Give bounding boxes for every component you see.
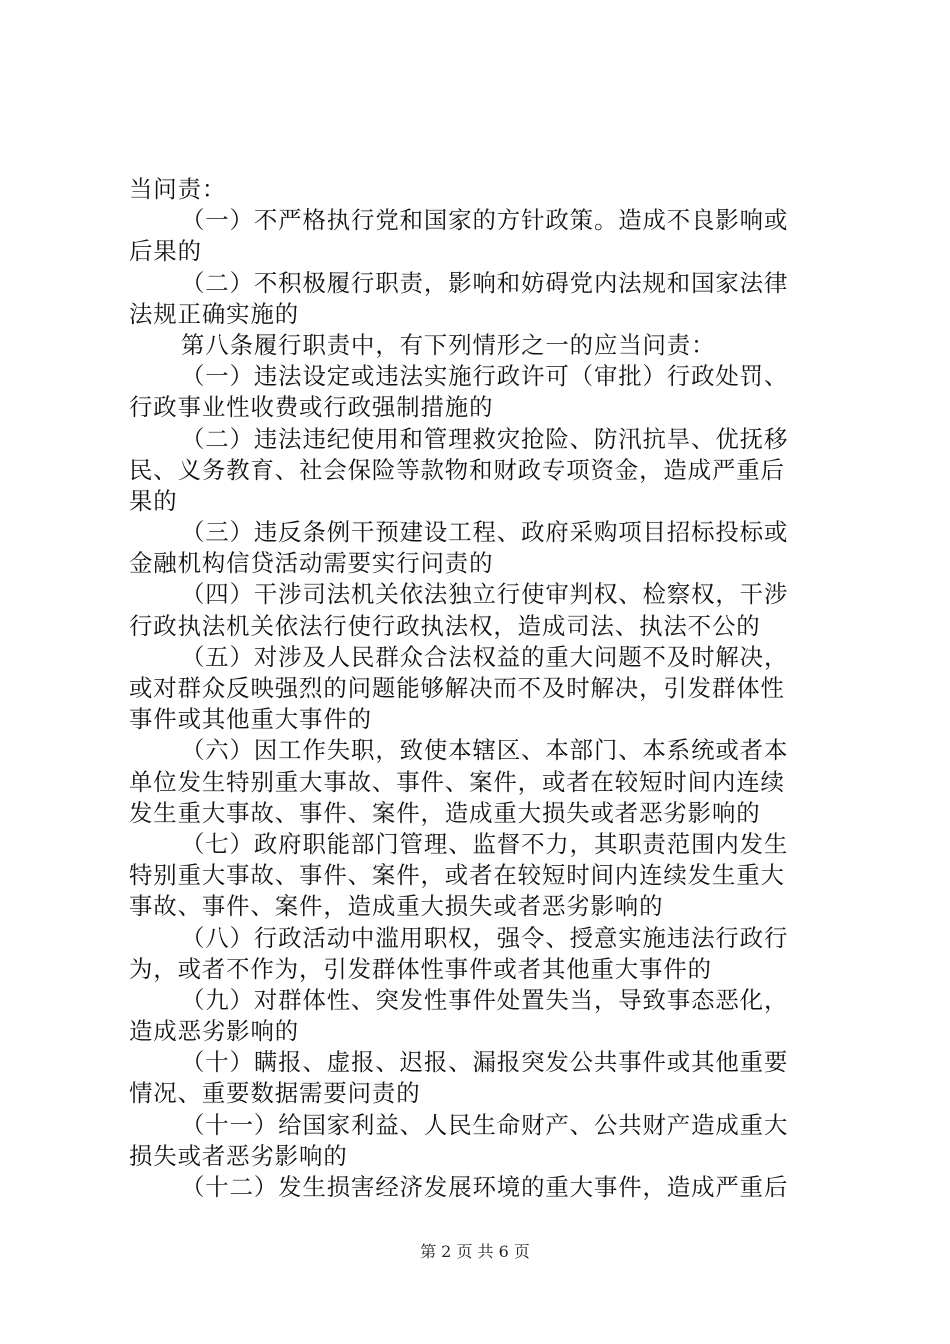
text-line: 后果的 [129, 237, 202, 266]
text-line: （四）干涉司法机关依法独立行使审判权、检察权，干涉 [181, 580, 789, 609]
text-line: （六）因工作失职，致使本辖区、本部门、本系统或者本 [181, 736, 789, 765]
text-line: 或对群众反映强烈的问题能够解决而不及时解决，引发群体性 [129, 674, 785, 702]
text-line: （十二）发生损害经济发展环境的重大事件，造成严重后 [181, 1173, 789, 1201]
text-line: 事故、事件、案件，造成重大损失或者恶劣影响的 [129, 892, 664, 921]
text-line: 特别重大事故、事件、案件，或者在较短时间内连续发生重大 [129, 861, 785, 890]
page-number-label: 第 2 页 共 6 页 [420, 1242, 530, 1261]
text-line: （五）对涉及人民群众合法权益的重大问题不及时解决， [181, 642, 789, 671]
text-line: （三）违反条例干预建设工程、政府采购项目招标投标或 [181, 518, 789, 547]
text-line: 事件或其他重大事件的 [129, 705, 372, 734]
text-line: （一）违法设定或违法实施行政许可（审批）行政处罚、 [181, 362, 789, 391]
text-line: （二）违法违纪使用和管理救灾抢险、防汛抗旱、优抚移 [181, 424, 789, 453]
page-footer [0, 1242, 950, 1262]
text-line: 情况、重要数据需要问责的 [129, 1079, 421, 1108]
text-line: 行政执法机关依法行使行政执法权，造成司法、执法不公的 [129, 611, 761, 640]
text-line: （九）对群体性、突发性事件处置失当，导致事态恶化， [181, 985, 789, 1014]
text-line: （十）瞒报、虚报、迟报、漏报突发公共事件或其他重要 [181, 1048, 789, 1077]
text-line: 损失或者恶劣影响的 [129, 1141, 348, 1170]
text-line: （十一）给国家利益、人民生命财产、公共财产造成重大 [181, 1110, 789, 1139]
text-line: （二）不积极履行职责，影响和妨碍党内法规和国家法律 [181, 268, 789, 297]
text-line: 果的 [129, 486, 178, 515]
text-line: 民、义务教育、社会保险等款物和财政专项资金，造成严重后 [129, 455, 785, 484]
document-body [129, 174, 833, 1203]
text-line: 当问责： [129, 175, 227, 203]
text-line: （八）行政活动中滥用职权，强令、授意实施违法行政行 [181, 923, 789, 952]
text-line: 金融机构信贷活动需要实行问责的 [129, 549, 494, 578]
text-line: 行政事业性收费或行政强制措施的 [129, 393, 494, 422]
text-line: （七）政府职能部门管理、监督不力，其职责范围内发生 [181, 829, 789, 858]
text-line: 单位发生特别重大事故、事件、案件，或者在较短时间内连续 [129, 767, 785, 796]
article-heading: 第八条履行职责中，有下列情形之一的应当问责： [181, 330, 716, 359]
text-line: 发生重大事故、事件、案件，造成重大损失或者恶劣影响的 [129, 798, 761, 827]
text-line: 法规正确实施的 [129, 299, 300, 328]
text-line: （一）不严格执行党和国家的方针政策。造成不良影响或 [181, 206, 789, 235]
text-line: 造成恶劣影响的 [129, 1017, 300, 1046]
text-line: 为，或者不作为，引发群体性事件或者其他重大事件的 [129, 954, 712, 983]
